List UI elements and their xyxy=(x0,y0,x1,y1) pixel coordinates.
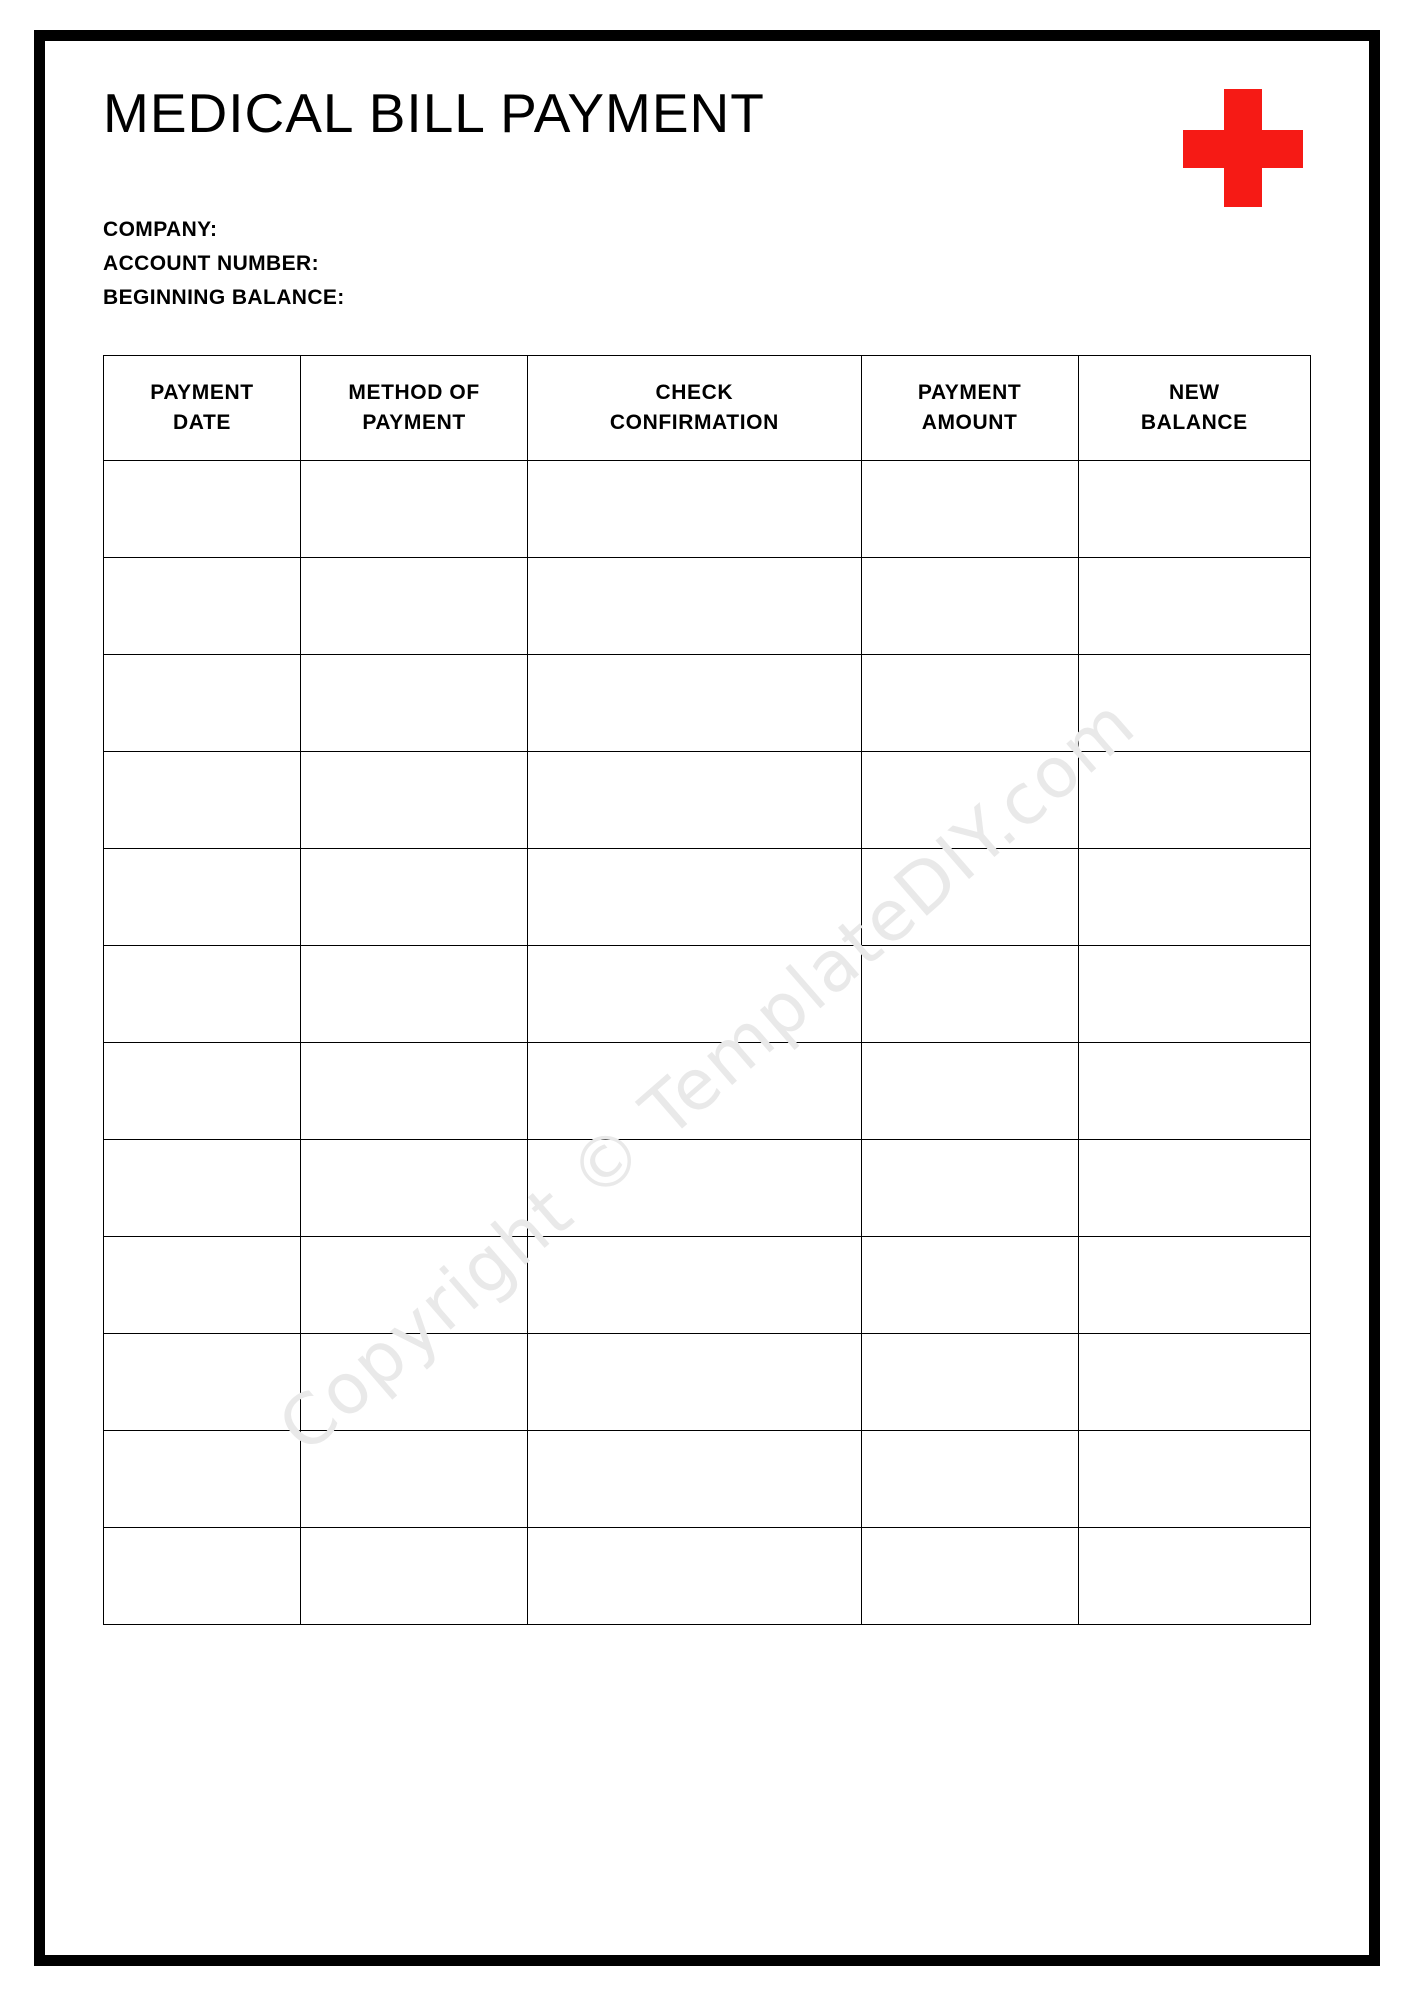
form-sheet xyxy=(34,30,1380,1966)
cell-payment-amount[interactable] xyxy=(861,849,1078,946)
cell-method-of-payment[interactable] xyxy=(300,558,527,655)
column-header-line1: PAYMENT xyxy=(150,380,254,404)
column-header-check-confirmation xyxy=(528,356,861,461)
cell-payment-date[interactable] xyxy=(104,1528,301,1625)
table-row xyxy=(104,1528,1311,1625)
cell-check-confirmation[interactable] xyxy=(528,849,861,946)
column-header-payment-amount xyxy=(861,356,1078,461)
cell-check-confirmation[interactable] xyxy=(528,1237,861,1334)
cell-check-confirmation[interactable] xyxy=(528,752,861,849)
table-row xyxy=(104,1334,1311,1431)
cell-payment-date[interactable] xyxy=(104,558,301,655)
column-header-line2: BALANCE xyxy=(1140,411,1248,435)
cell-payment-date[interactable] xyxy=(104,1140,301,1237)
cell-check-confirmation[interactable] xyxy=(528,1043,861,1140)
form-fields xyxy=(103,213,1317,315)
cell-new-balance[interactable] xyxy=(1078,1237,1310,1334)
cell-method-of-payment[interactable] xyxy=(300,1237,527,1334)
cell-payment-amount[interactable] xyxy=(861,1140,1078,1237)
cell-method-of-payment[interactable] xyxy=(300,849,527,946)
cell-check-confirmation[interactable] xyxy=(528,461,861,558)
cell-payment-amount[interactable] xyxy=(861,1431,1078,1528)
cell-new-balance[interactable] xyxy=(1078,1140,1310,1237)
cell-payment-date[interactable] xyxy=(104,1431,301,1528)
cell-new-balance[interactable] xyxy=(1078,1334,1310,1431)
cell-new-balance[interactable] xyxy=(1078,558,1310,655)
cell-payment-date[interactable] xyxy=(104,461,301,558)
cell-new-balance[interactable] xyxy=(1078,461,1310,558)
cell-check-confirmation[interactable] xyxy=(528,558,861,655)
cell-payment-amount[interactable] xyxy=(861,1334,1078,1431)
cell-method-of-payment[interactable] xyxy=(300,1431,527,1528)
document-header xyxy=(97,77,1317,207)
cell-payment-date[interactable] xyxy=(104,849,301,946)
cell-method-of-payment[interactable] xyxy=(300,1334,527,1431)
cell-method-of-payment[interactable] xyxy=(300,461,527,558)
page-title: MEDICAL BILL PAYMENT xyxy=(103,82,765,144)
cell-payment-amount[interactable] xyxy=(861,946,1078,1043)
table-row xyxy=(104,558,1311,655)
cell-check-confirmation[interactable] xyxy=(528,1140,861,1237)
column-header-line1: CHECK xyxy=(655,380,734,404)
cell-check-confirmation[interactable] xyxy=(528,1431,861,1528)
cell-method-of-payment[interactable] xyxy=(300,752,527,849)
cell-payment-amount[interactable] xyxy=(861,655,1078,752)
cell-payment-date[interactable] xyxy=(104,946,301,1043)
field-account-number-label: ACCOUNT NUMBER: xyxy=(103,252,319,276)
cell-payment-amount[interactable] xyxy=(861,558,1078,655)
cell-payment-amount[interactable] xyxy=(861,461,1078,558)
table-row xyxy=(104,1431,1311,1528)
payment-table xyxy=(103,355,1311,1625)
table-row xyxy=(104,1043,1311,1140)
cell-check-confirmation[interactable] xyxy=(528,1334,861,1431)
column-header-line1: METHOD OF xyxy=(348,380,480,404)
cell-check-confirmation[interactable] xyxy=(528,1528,861,1625)
cell-payment-date[interactable] xyxy=(104,1043,301,1140)
column-header-method-of-payment xyxy=(300,356,527,461)
column-header-line2: DATE xyxy=(172,411,231,435)
cell-payment-date[interactable] xyxy=(104,752,301,849)
column-header-payment-date xyxy=(104,356,301,461)
field-company-label: COMPANY: xyxy=(103,218,218,241)
cell-new-balance[interactable] xyxy=(1078,1528,1310,1625)
cell-payment-amount[interactable] xyxy=(861,752,1078,849)
table-row xyxy=(104,1237,1311,1334)
cell-new-balance[interactable] xyxy=(1078,1431,1310,1528)
table-row xyxy=(104,849,1311,946)
table-header-row xyxy=(104,356,1311,461)
cell-payment-amount[interactable] xyxy=(861,1043,1078,1140)
cell-payment-date[interactable] xyxy=(104,1334,301,1431)
table-row xyxy=(104,655,1311,752)
column-header-new-balance xyxy=(1078,356,1310,461)
column-header-line1: NEW xyxy=(1168,380,1220,404)
table-body xyxy=(104,461,1311,1625)
field-beginning-balance-label: BEGINNING BALANCE: xyxy=(103,286,345,310)
cell-check-confirmation[interactable] xyxy=(528,946,861,1043)
table-row xyxy=(104,946,1311,1043)
table-row xyxy=(104,752,1311,849)
cell-check-confirmation[interactable] xyxy=(528,655,861,752)
table-row xyxy=(104,1140,1311,1237)
cell-payment-date[interactable] xyxy=(104,1237,301,1334)
column-header-line2: PAYMENT xyxy=(362,411,466,435)
cell-method-of-payment[interactable] xyxy=(300,1528,527,1625)
column-header-line2: AMOUNT xyxy=(921,411,1018,435)
cell-new-balance[interactable] xyxy=(1078,655,1310,752)
cell-new-balance[interactable] xyxy=(1078,752,1310,849)
cell-method-of-payment[interactable] xyxy=(300,946,527,1043)
cell-method-of-payment[interactable] xyxy=(300,655,527,752)
table-row xyxy=(104,461,1311,558)
medical-cross-icon xyxy=(1183,89,1303,207)
cell-new-balance[interactable] xyxy=(1078,946,1310,1043)
cell-payment-date[interactable] xyxy=(104,655,301,752)
cell-payment-amount[interactable] xyxy=(861,1237,1078,1334)
copyright-watermark: Copyright © TemplateDIY.com xyxy=(263,681,1151,1468)
cell-payment-amount[interactable] xyxy=(861,1528,1078,1625)
cell-method-of-payment[interactable] xyxy=(300,1043,527,1140)
column-header-line1: PAYMENT xyxy=(917,380,1022,404)
cell-method-of-payment[interactable] xyxy=(300,1140,527,1237)
cell-new-balance[interactable] xyxy=(1078,849,1310,946)
column-header-line2: CONFIRMATION xyxy=(609,411,779,435)
cell-new-balance[interactable] xyxy=(1078,1043,1310,1140)
